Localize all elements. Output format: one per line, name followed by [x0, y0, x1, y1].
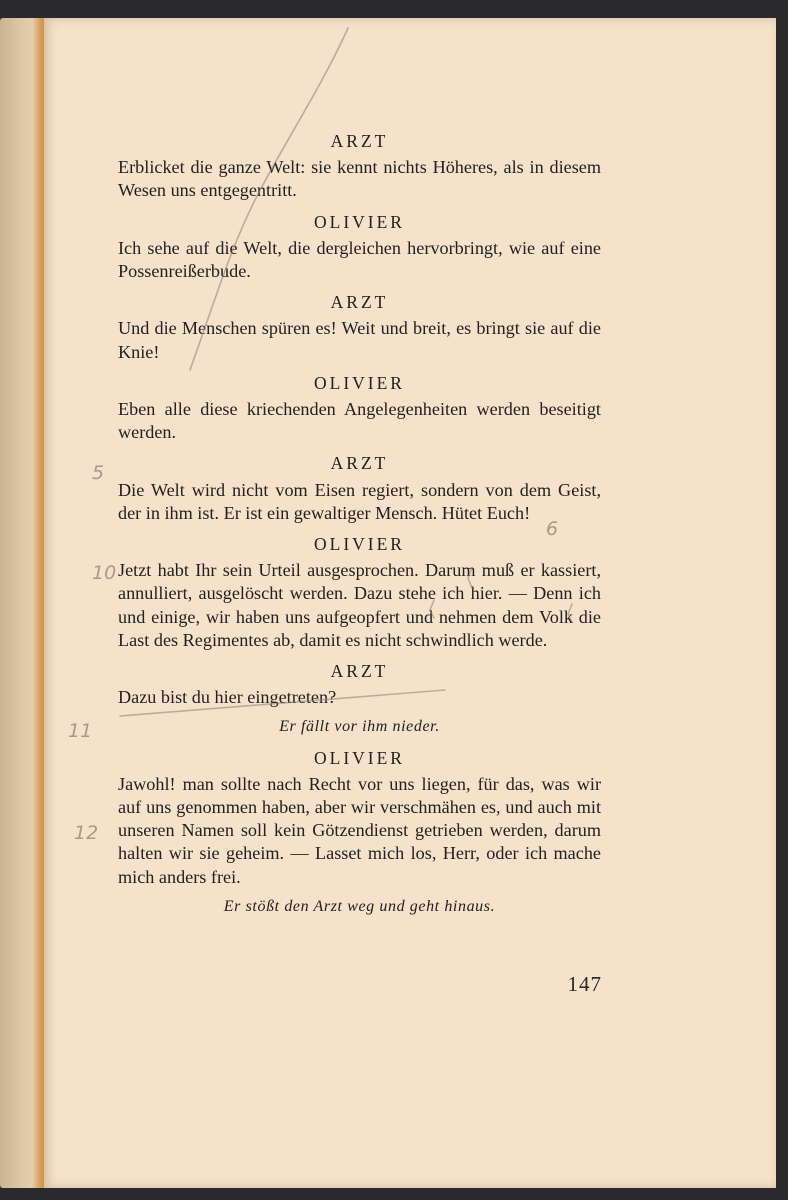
pencil-note: 12: [74, 822, 99, 844]
pencil-note: 10: [92, 562, 117, 584]
speech-text: Jawohl! man sollte nach Recht vor uns liegen, für das, was wir auf uns genommen haben, aber wir verschmähen es, und auch mit unseren Namen soll kein Götzendienst getrieben werden, darum halten wir sie geheim. — Lasset mich los, Herr, oder ich mache mich anders frei.: [118, 773, 601, 887]
speaker-name: ARZT: [330, 661, 389, 682]
pencil-note: 5: [92, 462, 105, 484]
speaker-name: OLIVIER: [314, 372, 405, 393]
speaker-name: ARZT: [330, 453, 389, 474]
speech-text: Jetzt habt Ihr sein Urteil ausgesprochen. Darum muß er kassiert, annulliert, ausgelöscht werden. Dazu stehe ich hier. — Denn ich und einige, wir haben uns aufgeopfert und nehmen dem Volk die Last des Regimentes ab, damit es nicht schwindlich werde.: [118, 560, 601, 650]
play-text: [118, 130, 601, 924]
speech-text: Dazu bist du hier eingetreten?: [118, 687, 337, 708]
stage-direction: Er fällt vor ihm nieder.: [279, 718, 440, 736]
speech-text: Eben alle diese kriechenden Angelegenheiten werden beseitigt werden.: [118, 399, 601, 443]
speech-text: Die Welt wird nicht vom Eisen regiert, sondern von dem Geist, der in ihm ist. Er ist ein gewaltiger Mensch. Hütet Euch!: [118, 479, 601, 523]
speech-text: Erblicket die ganze Welt: sie kennt nichts Höheres, als in diesem Wesen uns entgegentritt.: [118, 157, 601, 201]
speech-text: Ich sehe auf die Welt, die dergleichen hervorbringt, wie auf eine Possenreißerbude.: [118, 237, 601, 282]
speaker-name: ARZT: [330, 131, 389, 151]
speaker-name: OLIVIER: [314, 534, 405, 555]
previous-page-edge: [0, 18, 46, 1188]
speaker-name: ARZT: [330, 292, 389, 313]
speech-text: Und die Menschen spüren es! Weit und breit, es bringt sie auf die Knie!: [118, 318, 601, 362]
stage-direction: Er stößt den Arzt weg und geht hinaus.: [223, 897, 496, 915]
speaker-name: OLIVIER: [314, 211, 405, 232]
speaker-name: OLIVIER: [314, 747, 405, 768]
pencil-note: 6: [546, 518, 559, 540]
page-number: 147: [567, 972, 602, 996]
pencil-note: 11: [68, 720, 93, 742]
